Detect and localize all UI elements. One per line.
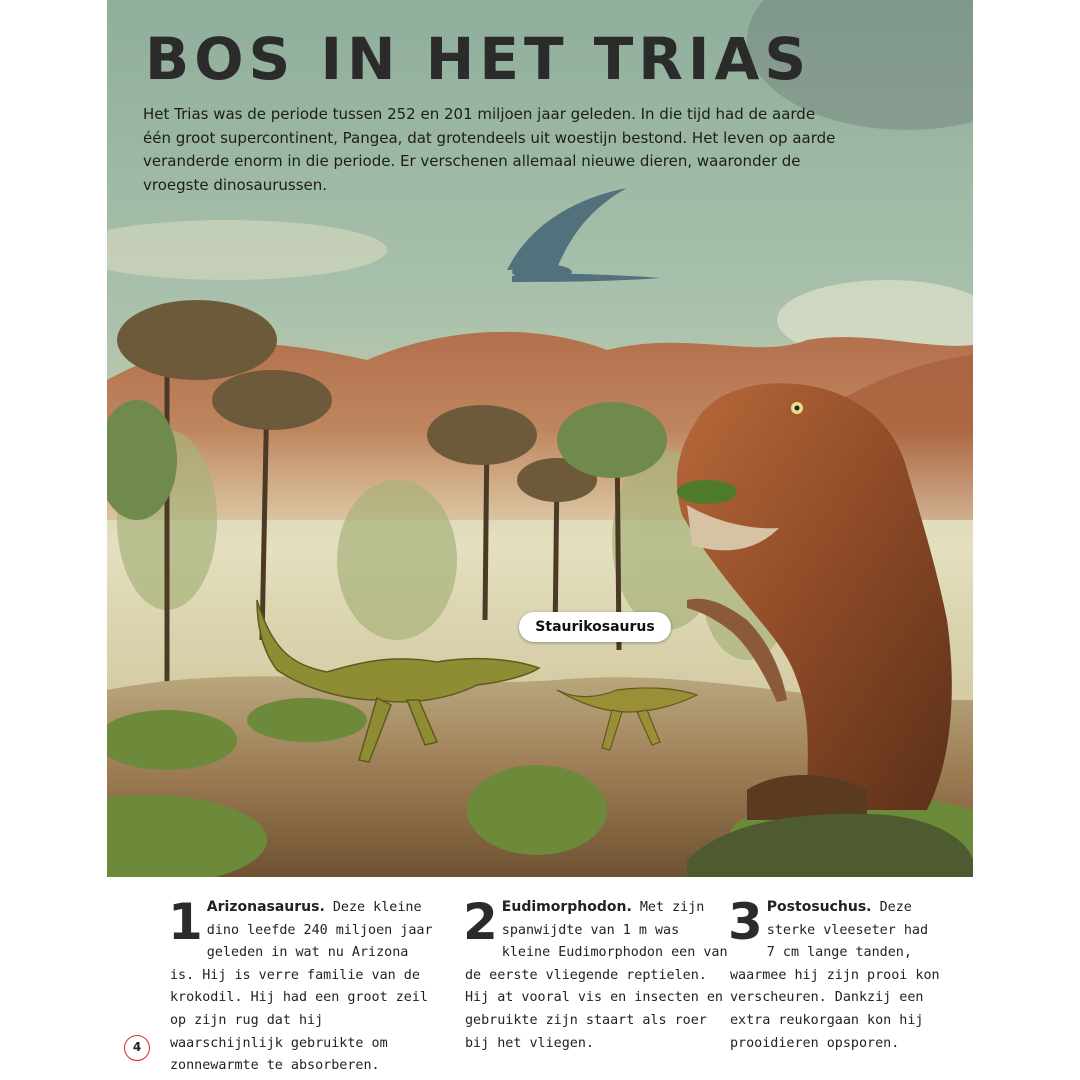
caption-text: Met zijn spanwijdte van 1 m was kleine Eudimorphodon een van de eerste vliegende reptielen. Hij at vooral vis en insecten en gebruikte zijn staart als roer bij het vliegen. [465, 900, 728, 1051]
caption-number: 3 [728, 893, 763, 951]
staurikosaurus-label: Staurikosaurus [519, 612, 671, 642]
page-number: 4 [124, 1035, 150, 1061]
caption-term: Eudimorphodon. [501, 899, 632, 915]
caption-arizonasaurus [168, 893, 438, 1078]
caption-postosuchus [728, 893, 940, 1055]
caption-term: Arizonasaurus. [206, 899, 325, 915]
caption-eudimorphodon [463, 893, 733, 1055]
caption-text: Deze sterke vleeseter had 7 cm lange tanden, waarmee hij zijn prooi kon verscheuren. Dankzij een extra reukorgaan kon hij prooidieren opsporen. [730, 900, 940, 1051]
caption-number: 2 [463, 893, 498, 951]
caption-term: Postosuchus. [766, 899, 872, 915]
page-title: BOS IN HET TRIAS [145, 25, 812, 93]
intro-paragraph: Het Trias was de periode tussen 252 en 201 miljoen jaar geleden. In die tijd had de aarde één groot supercontinent, Pangea, dat grotendeels uit woestijn bestond. Het leven op aarde veranderde enorm in die periode. Er verschenen allemaal nieuwe dieren, waaronder de vroegste dinosaurussen. [143, 105, 836, 194]
caption-text: Deze kleine dino leefde 240 miljoen jaar geleden in wat nu Arizona is. Hij is verre familie van de krokodil. Hij had een groot zeil op zijn rug dat hij waarschijnlijk gebruikte om zonnewarmte te absorberen. [170, 900, 433, 1074]
caption-number: 1 [168, 893, 203, 951]
